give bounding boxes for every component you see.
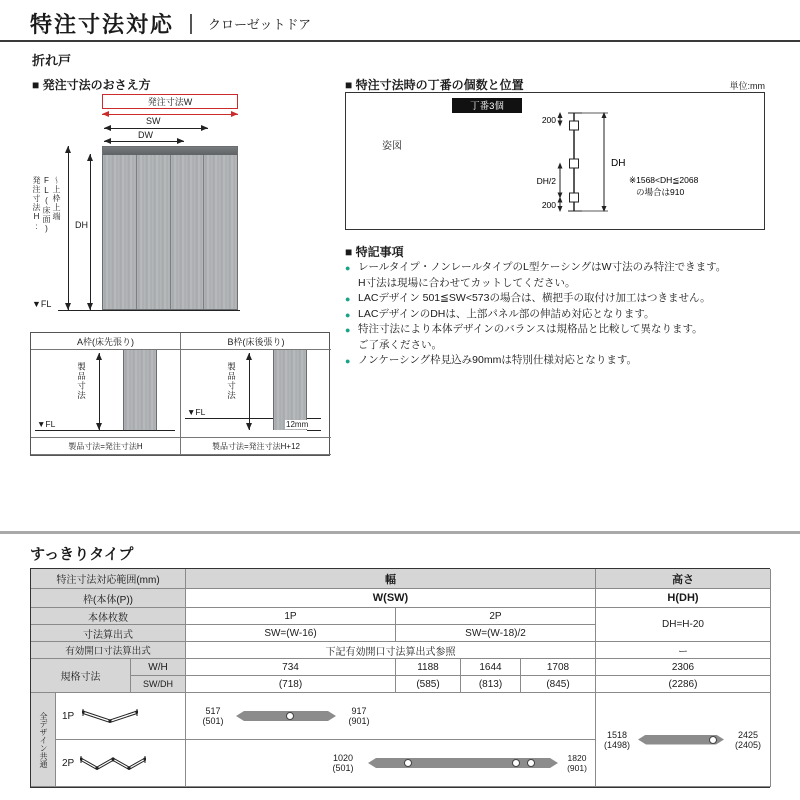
panels-2p: 2P — [396, 608, 596, 625]
door-strip — [123, 350, 157, 430]
std-h-p: (2286) — [596, 676, 771, 693]
door-panel — [103, 155, 136, 309]
note-item-continued: H寸法は現場に合わせてカットしてください。 — [358, 276, 576, 289]
std-wh-0: 734 — [186, 659, 396, 676]
range-1p-standard-dot — [286, 712, 294, 720]
formula-1p: SW=(W-16) — [186, 625, 396, 642]
std-wh-1: 1188 — [396, 659, 461, 676]
note-item: ● レールタイプ・ノンレールタイプのL型ケーシングはW寸法のみ特注できます。 — [345, 260, 775, 276]
frame-b-body — [181, 350, 331, 438]
frame-a-body — [31, 350, 181, 438]
header-rule — [0, 40, 800, 42]
range-2p-standard-dot — [527, 759, 535, 767]
hinge-note-line1: ※1568<DH≦2068 — [629, 175, 699, 185]
notes-list — [345, 260, 775, 369]
range-height-standard-dot — [709, 736, 717, 744]
door-top-rail — [103, 147, 237, 155]
offset-label: 12mm — [286, 420, 309, 429]
note-item: ● 特注寸法により本体デザインのバランスは規格品と比較して異なります。 — [345, 322, 775, 338]
figure-label: 姿図 — [382, 141, 402, 152]
notes-heading: ■ 特記事項 — [345, 245, 404, 259]
hinge-icon — [570, 193, 579, 202]
common-design-label: 全デザイン共通 — [31, 693, 56, 787]
floor-line — [35, 430, 175, 431]
std-swdh-1: (585) — [396, 676, 461, 693]
dh-label: DH — [75, 220, 88, 230]
header-divider — [190, 14, 192, 34]
formula-row-label: 寸法算出式 — [31, 625, 186, 642]
folding-door-image — [102, 146, 238, 310]
range-2p-standard-dot — [404, 759, 412, 767]
hinge-count-badge: 丁番3個 — [470, 101, 504, 112]
std-swdh-3: (845) — [521, 676, 596, 693]
std-wh-3: 1708 — [521, 659, 596, 676]
dim-bottom: 200 — [541, 200, 556, 210]
floor-line — [185, 418, 273, 419]
swdh-sublabel: SW/DH — [131, 676, 186, 693]
door-panel — [136, 155, 170, 309]
range-1p-cell — [186, 693, 596, 740]
dim-mid: DH/2 — [536, 176, 556, 186]
wh-sublabel: W/H — [131, 659, 186, 676]
product-dim-arrow — [99, 353, 100, 430]
note-item: ● LACデザインのDHは、上部パネル部の伸詰め対応となります。 — [345, 307, 775, 323]
note-item-continued: ご了承ください。 — [358, 338, 442, 351]
note-item: ● LACデザイン 501≦SW<573の場合は、横把手の取付け加工はつきません。 — [345, 291, 775, 307]
std-wh-2: 1644 — [461, 659, 521, 676]
hinge-icon — [570, 159, 579, 168]
spec-table — [30, 568, 770, 788]
range-2p-max: 1820 (901) — [567, 753, 587, 773]
opening-h: ー — [596, 642, 771, 659]
page-subtitle: クローゼットドア — [208, 17, 312, 32]
standard-row-label: 規格寸法 — [31, 659, 131, 693]
frame-h: H(DH) — [596, 589, 771, 608]
offset-tick-bottom — [307, 430, 321, 431]
height-formula: DH=H-20 — [596, 608, 771, 642]
sw-label: SW — [146, 116, 161, 126]
door-panel — [170, 155, 204, 309]
fl-marker: ▼FL — [187, 407, 206, 417]
dw-label: DW — [138, 130, 153, 140]
folding-2p-icon — [80, 755, 146, 771]
product-dim-label: 製品寸法 — [226, 362, 237, 400]
std-swdh-0: (718) — [186, 676, 396, 693]
dh-arrow — [90, 154, 91, 310]
fl-marker: ▼FL — [32, 299, 52, 309]
frame-row-label: 枠(本体(P)) — [31, 589, 186, 608]
height-header: 高さ — [596, 569, 771, 589]
range-1p-min: 517 (501) — [202, 706, 224, 726]
door-panel — [203, 155, 237, 309]
range-2p-standard-dot — [512, 759, 520, 767]
order-height-arrow — [68, 146, 69, 310]
range-1p-label-cell: 1P — [56, 693, 186, 740]
hinge-diagram-box — [345, 92, 765, 230]
frame-detail-diagram — [30, 332, 330, 456]
std-h: 2306 — [596, 659, 771, 676]
range-height-min: 1518 (1498) — [603, 729, 630, 750]
floor-line — [58, 310, 240, 311]
panels-row-label: 本体枚数 — [31, 608, 186, 625]
hinge-heading: ■ 特注寸法時の丁番の個数と位置 — [345, 78, 524, 92]
category-label: 折れ戸 — [32, 53, 72, 68]
product-dim-label: 製品寸法 — [76, 362, 87, 400]
frame-b-title: B枠(床後張り) — [181, 333, 331, 350]
folding-1p-icon — [82, 708, 138, 724]
section-divider — [0, 531, 800, 534]
opening-ref: 下記有効開口寸法算出式参照 — [186, 642, 596, 659]
offset-tick-top — [307, 418, 321, 419]
range-2p-label-cell: 2P — [56, 740, 186, 787]
frame-w: W(SW) — [186, 589, 596, 608]
range-height-cell — [596, 693, 771, 787]
range-height-max: 2425 (2405) — [734, 729, 761, 750]
std-swdh-2: (813) — [461, 676, 521, 693]
order-dims-heading: ■ 発注寸法のおさえ方 — [32, 78, 151, 92]
range-2p-min: 1020 (501) — [332, 753, 354, 773]
hinge-icon — [570, 121, 579, 130]
panels-1p: 1P — [186, 608, 396, 625]
page-header — [30, 8, 311, 39]
order-dimension-diagram — [30, 92, 330, 322]
sw-arrow — [104, 128, 208, 129]
dim-top: 200 — [541, 115, 556, 125]
note-item: ● ノンケーシング枠見込み90mmは特別仕様対応となります。 — [345, 353, 775, 369]
page-title: 特注寸法対応 — [30, 12, 175, 37]
hinge-diagram — [346, 93, 764, 229]
order-width-arrow — [102, 114, 238, 115]
frame-a-title: A枠(床先張り) — [31, 333, 181, 350]
range-1p-max: 917 (901) — [348, 706, 370, 726]
range-2p-cell — [186, 740, 596, 787]
fl-marker: ▼FL — [37, 419, 56, 429]
width-header: 幅 — [186, 569, 596, 589]
type-title: すっきりタイプ — [30, 546, 134, 563]
door-strip — [273, 350, 307, 430]
dh-label: DH — [611, 158, 626, 169]
table-corner: 特注寸法対応範囲(mm) — [31, 569, 186, 589]
frame-b-formula: 製品寸法=発注寸法H+12 — [181, 438, 331, 455]
dw-arrow — [104, 141, 184, 142]
formula-2p: SW=(W-18)/2 — [396, 625, 596, 642]
unit-label: 単位:mm — [729, 81, 765, 91]
hinge-note-line2: の場合は910 — [636, 187, 685, 197]
order-height-label: 発注寸法H: FL(床面) 〜上枠上端 — [32, 176, 61, 234]
frame-a-formula: 製品寸法=発注寸法H — [31, 438, 181, 455]
order-width-label: 発注寸法W — [102, 94, 238, 109]
opening-row-label: 有効開口寸法算出式 — [31, 642, 186, 659]
